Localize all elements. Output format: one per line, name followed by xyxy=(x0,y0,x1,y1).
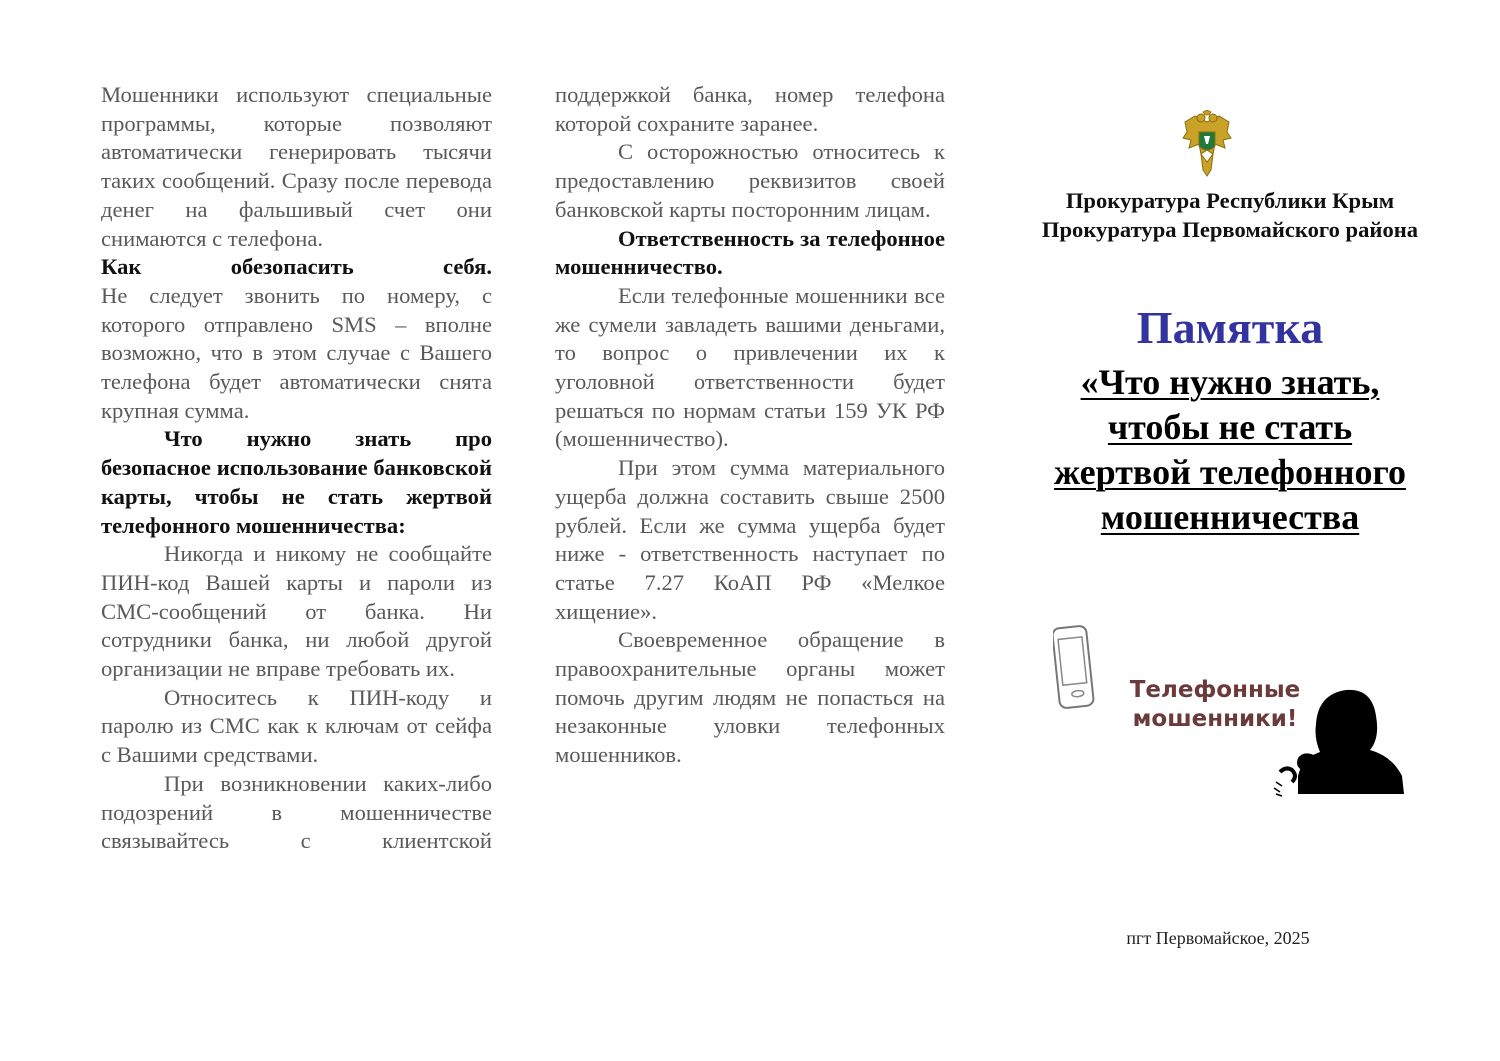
org-line-district: Прокуратура Первомайского района xyxy=(1041,217,1419,242)
smartphone-icon xyxy=(1053,624,1097,712)
caption-line-2: мошенники! xyxy=(1132,706,1298,732)
heading-how-to-protect: Как обезопасить себя. xyxy=(101,254,492,280)
org-line-republic: Прокуратура Республики Крым xyxy=(1065,188,1395,213)
heading-bank-card-safety: Что нужно знать про безопасное использование банковской карты, чтобы не стать жертвой телефонного мошенничества: xyxy=(101,426,492,538)
paragraph-dont-call-back: Не следует звонить по номеру, с которого отправлено SMS – вполне возможно, что в этом случае с Вашего телефона будет автоматически снята крупная сумма. xyxy=(101,282,492,423)
paragraph-criminal-liability: Если телефонные мошенники все же сумели завладеть вашими деньгами, то вопрос о привлечении их к уголовной ответственности будет решаться по нормам статьи 159 УК РФ (мошенничество). xyxy=(555,282,945,452)
paragraph-generated-messages: Мошенники используют специальные программы, которые позволяют автоматически генерировать тысячи таких сообщений. Сразу после перевода денег на фальшивый счет они снимаются с телефона. xyxy=(101,82,492,251)
memo-title: Памятка xyxy=(1136,302,1324,353)
paragraph-never-share-pin: Никогда и никому не сообщайте ПИН-код Вашей карты и пароли из СМС-сообщений от банка. Ни сотрудники банка, ни любой другой организации не вправе требовать их. xyxy=(101,541,492,682)
column-left xyxy=(101,81,492,856)
subtitle-line-1: «Что нужно знать, xyxy=(1080,362,1380,402)
caption-line-1: Телефонные xyxy=(1129,677,1301,703)
column-middle xyxy=(555,81,945,770)
paragraph-bank-support-number: поддержкой банка, номер телефона которой сохраните заранее. xyxy=(555,82,945,136)
memo-subtitle xyxy=(990,360,1470,540)
subtitle-line-2: чтобы не стать xyxy=(1107,407,1353,447)
paragraph-damage-amount: При этом сумма материального ущерба должна составить свыше 2500 рублей. Если же сумма ущерба будет ниже - ответственность наступает по статье 7.27 КоАП РФ «Мелкое хищение». xyxy=(555,455,945,624)
organization-names xyxy=(990,186,1470,244)
caller-silhouette-icon xyxy=(1268,686,1408,798)
paragraph-timely-appeal: Своевременное обращение в правоохранительные органы может помочь другим людям не попасться на незаконные уловки телефонных мошенников. xyxy=(555,627,945,768)
subtitle-line-3: жертвой телефонного xyxy=(1054,452,1406,492)
paragraph-pin-as-keys: Относитесь к ПИН-коду и паролю из СМС как к ключам от сейфа с Вашими средствами. xyxy=(101,684,492,768)
paragraph-card-details-caution: С осторожностью относитесь к предоставлению реквизитов своей банковской карты посторонним лицам. xyxy=(555,139,945,222)
place-and-year: пгт Первомайское, 2025 xyxy=(1126,928,1310,948)
subtitle-line-4: мошенничества xyxy=(1100,497,1360,537)
paragraph-contact-support: При возникновении каких-либо подозрений в мошенничестве связывайтесь с клиентской xyxy=(101,770,492,854)
heading-responsibility: Ответственность за телефонное мошенничество. xyxy=(555,225,945,280)
prosecutor-emblem-icon xyxy=(1181,110,1233,182)
